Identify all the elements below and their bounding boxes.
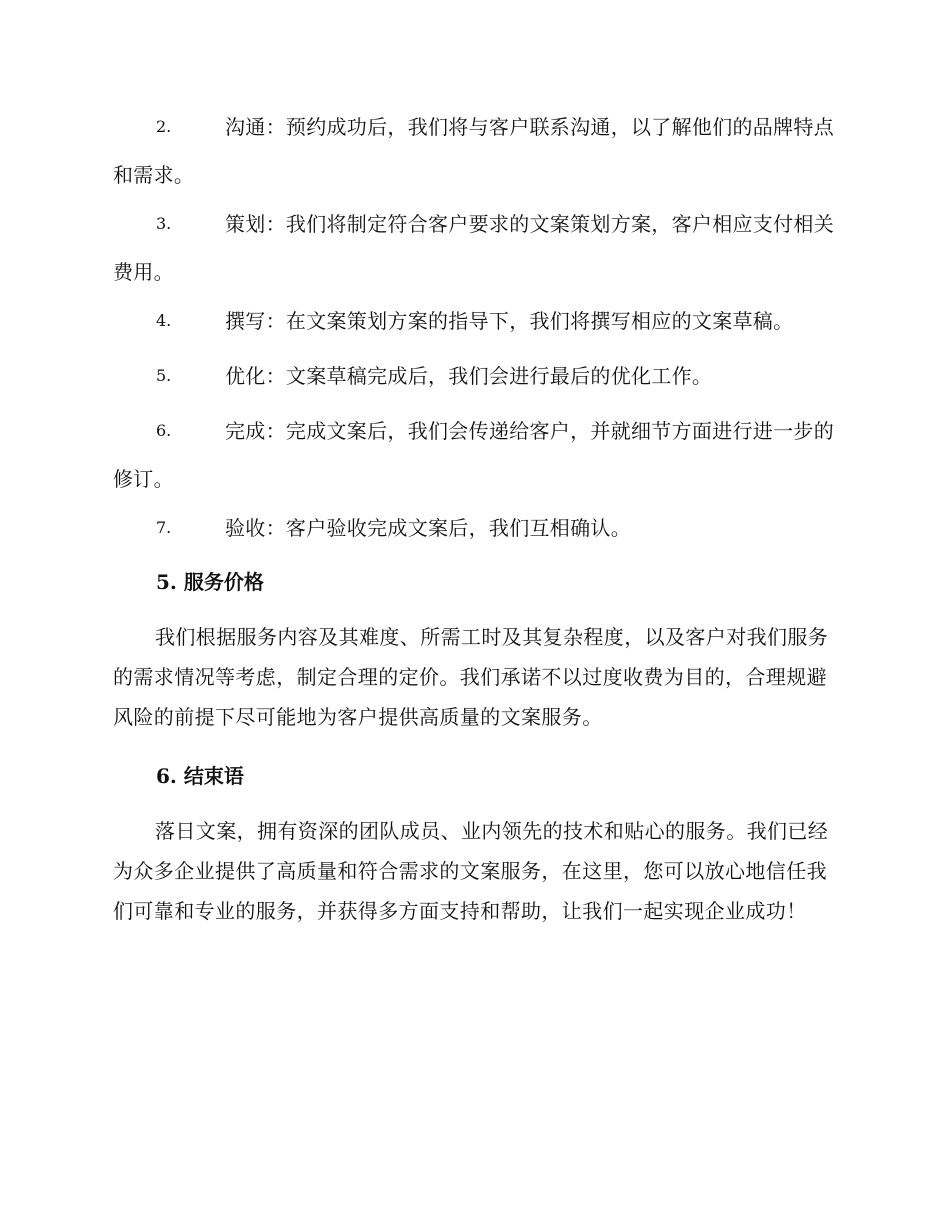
step-number: 3. xyxy=(156,214,172,233)
list-item-step-5 xyxy=(113,352,835,400)
list-item-step-4 xyxy=(113,297,835,345)
step-text: 策划：我们将制定符合客户要求的文案策划方案，客户相应支付相关费用。 xyxy=(113,212,834,284)
list-item-step-7 xyxy=(113,504,835,552)
list-item-step-3 xyxy=(113,200,835,296)
step-number: 2. xyxy=(156,117,172,136)
list-item-step-2 xyxy=(113,103,835,199)
step-text: 沟通：预约成功后，我们将与客户联系沟通，以了解他们的品牌特点和需求。 xyxy=(113,115,834,187)
step-text: 撰写：在文案策划方案的指导下，我们将撰写相应的文案草稿。 xyxy=(225,309,794,333)
paragraph-closing: 落日文案，拥有资深的团队成员、业内领先的技术和贴心的服务。我们已经为众多企业提供了高质量和符合需求的文案服务，在这里，您可以放心地信任我们可靠和专业的服务，并获得多方面支持和帮助，让我们一起实现企业成功！ xyxy=(113,819,829,923)
step-number: 7. xyxy=(156,518,172,537)
section-heading-closing: 6. 结束语 xyxy=(156,764,244,788)
step-text: 验收：客户验收完成文案后，我们互相确认。 xyxy=(225,516,631,540)
step-text: 完成：完成文案后，我们会传递给客户，并就细节方面进行进一步的修订。 xyxy=(113,419,834,491)
paragraph-pricing: 我们根据服务内容及其难度、所需工时及其复杂程度，以及客户对我们服务的需求情况等考虑，制定合理的定价。我们承诺不以过度收费为目的，合理规避风险的前提下尽可能地为客户提供高质量的文案服务。 xyxy=(113,625,829,729)
list-item-step-6 xyxy=(113,407,835,503)
section-heading-pricing: 5. 服务价格 xyxy=(156,570,264,594)
step-text: 优化：文案草稿完成后，我们会进行最后的优化工作。 xyxy=(225,364,713,388)
step-number: 6. xyxy=(156,421,172,440)
step-number: 5. xyxy=(156,366,172,385)
step-number: 4. xyxy=(156,311,172,330)
